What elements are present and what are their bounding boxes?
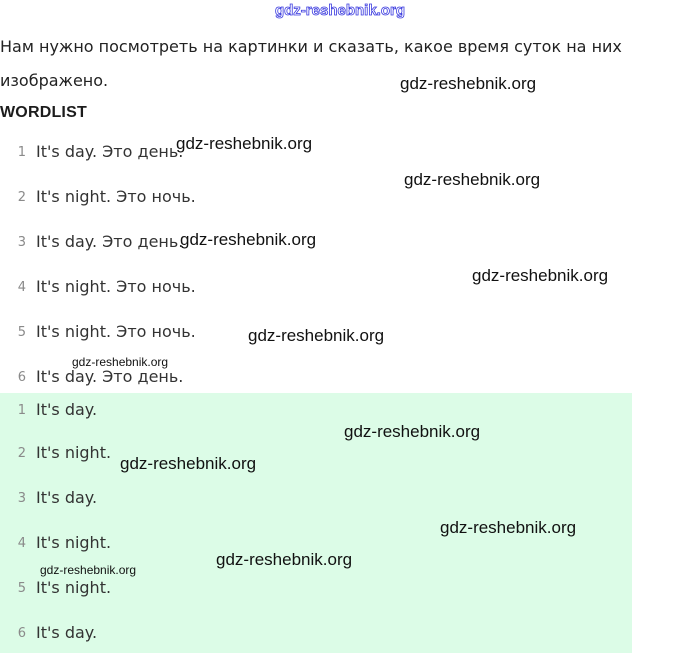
watermark: gdz-reshebnik.org	[344, 422, 481, 441]
watermark: gdz-reshebnik.org	[404, 170, 541, 189]
item-text: It's day.	[36, 488, 98, 507]
watermark: gdz-reshebnik.org	[400, 74, 537, 93]
watermark: gdz-reshebnik.org	[120, 454, 257, 473]
watermark: gdz-reshebnik.org	[180, 230, 317, 249]
item-number: 1	[17, 145, 26, 160]
intro-text: Нам нужно посмотреть на картинки и сказать, какое время суток на них изображено.	[0, 37, 622, 90]
watermark: gdz-reshebnik.org	[216, 550, 353, 569]
item-text: It's day. Это день.	[36, 367, 184, 386]
wordlist-title: WORDLIST	[0, 104, 87, 121]
site-watermark-header: gdz-reshebnik.org	[274, 2, 405, 19]
item-number: 6	[17, 370, 26, 385]
item-text: It's day.	[36, 400, 98, 419]
item-number: 1	[17, 403, 26, 418]
watermark: gdz-reshebnik.org	[72, 355, 169, 369]
item-text: It's night. Это ночь.	[36, 187, 196, 206]
list-item	[0, 433, 632, 478]
watermark: gdz-reshebnik.org	[440, 518, 577, 537]
item-number: 2	[17, 446, 26, 461]
item-number: 6	[17, 626, 26, 641]
watermark: gdz-reshebnik.org	[472, 266, 609, 285]
item-text: It's day. Это день.	[36, 232, 184, 251]
item-text: It's night. Это ночь.	[36, 277, 196, 296]
item-text: It's night.	[36, 578, 112, 597]
list-item	[0, 478, 632, 523]
item-text: It's night. Это ночь.	[36, 322, 196, 341]
list-item	[0, 393, 632, 433]
watermark: gdz-reshebnik.org	[248, 326, 385, 345]
item-text: It's day. Это день.	[36, 142, 184, 161]
watermark: gdz-reshebnik.org	[176, 134, 313, 153]
item-text: It's night.	[36, 533, 112, 552]
item-number: 4	[17, 536, 26, 551]
item-number: 4	[17, 280, 26, 295]
item-number: 2	[17, 190, 26, 205]
item-number: 5	[17, 325, 26, 340]
item-text: It's night.	[36, 443, 112, 462]
watermark: gdz-reshebnik.org	[40, 563, 137, 577]
item-number: 5	[17, 581, 26, 596]
item-number: 3	[17, 491, 26, 506]
item-text: It's day.	[36, 623, 98, 642]
list-item	[0, 127, 632, 172]
list-item	[0, 613, 632, 658]
item-number: 3	[17, 235, 26, 250]
